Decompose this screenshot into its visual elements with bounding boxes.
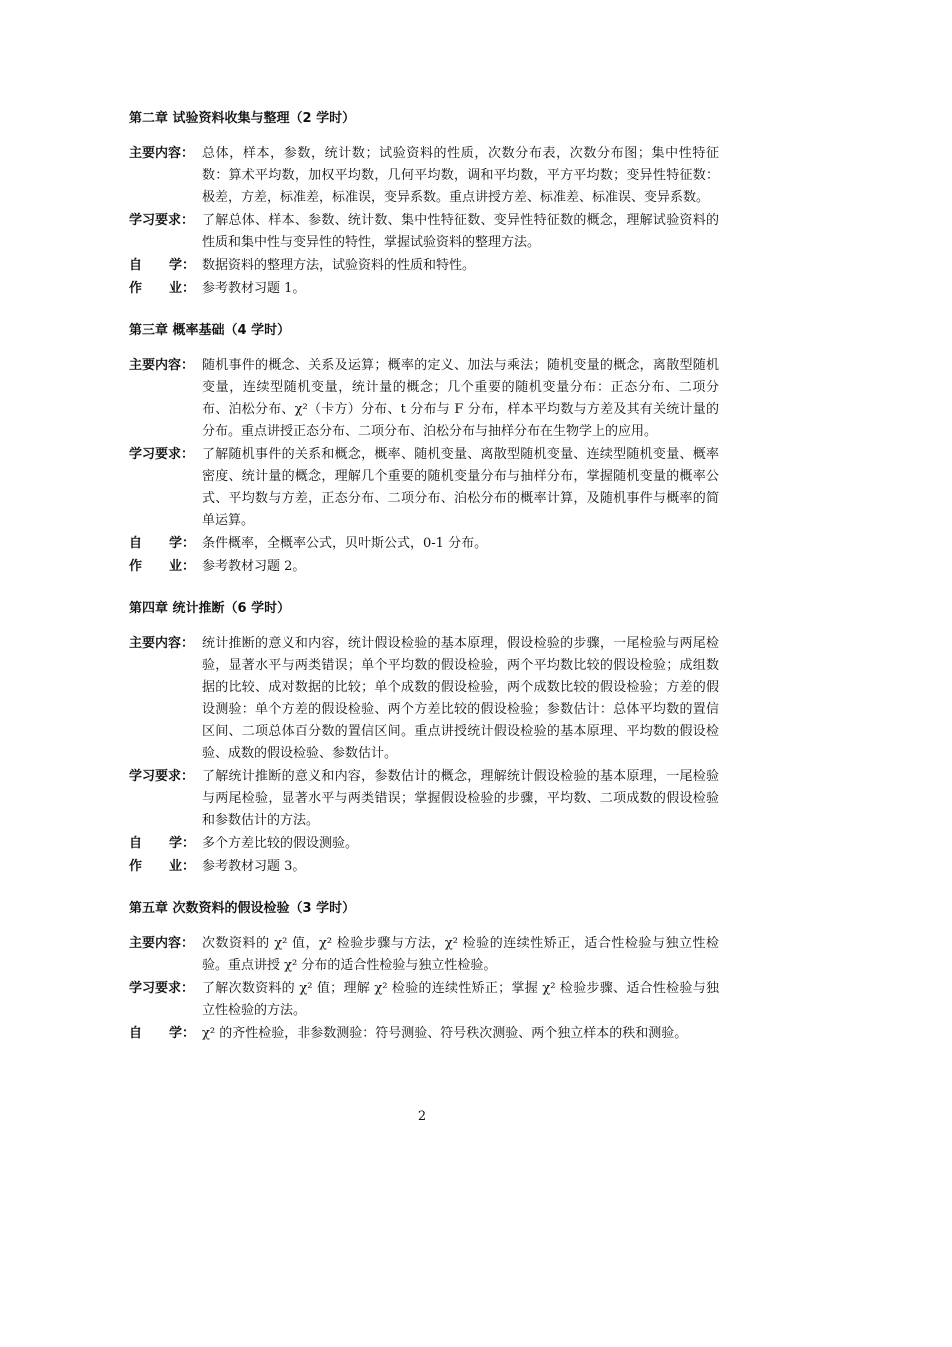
- label-part: 作: [129, 559, 143, 574]
- item-label: [129, 856, 195, 878]
- item-text: 次数资料的 χ² 值，χ² 检验步骤与方法，χ² 检验的连续性矫正，适合性检验与独立性检验。重点讲授 χ² 分布的适合性检验与独立性检验。: [202, 936, 719, 973]
- item-label: [129, 255, 195, 277]
- label-part: 自: [129, 536, 143, 551]
- label-part: 学：: [168, 836, 195, 851]
- chapter-3: [129, 320, 719, 578]
- label-part: 学：: [168, 258, 195, 273]
- homework-item: [129, 856, 719, 878]
- self-study-item: [129, 533, 719, 555]
- item-text: χ² 的齐性检验，非参数测验：符号测验、符号秩次测验、两个独立样本的秩和测验。: [202, 1026, 688, 1041]
- main-content-item: [129, 633, 719, 765]
- item-text: 随机事件的概念、关系及运算；概率的定义、加法与乘法；随机变量的概念，离散型随机变量，连续型随机变量，统计量的概念；几个重要的随机变量分布：正态分布、二项分布、泊松分布、χ²（卡方）分布、t 分布与 F 分布，样本平均数与方差及其有关统计量的分布。重点讲授正态分布、二项分布、泊松分布与抽样分布在生物学上的应用。: [202, 358, 719, 439]
- item-text: 数据资料的整理方法，试验资料的性质和特性。: [202, 258, 476, 273]
- label-part: 学：: [168, 1026, 195, 1041]
- page-number: 2: [417, 1109, 427, 1124]
- item-text: 了解统计推断的意义和内容，参数估计的概念，理解统计假设检验的基本原理，一尾检验与两尾检验，显著水平与两类错误；掌握假设检验的步骤，平均数、二项成数的假设检验和参数估计的方法。: [202, 769, 719, 828]
- self-study-item: [129, 833, 719, 855]
- self-study-item: [129, 255, 719, 277]
- label-part: 业：: [168, 859, 195, 874]
- homework-item: [129, 278, 719, 300]
- label-part: 业：: [168, 281, 195, 296]
- requirements-item: [129, 978, 719, 1022]
- item-label: [129, 556, 195, 578]
- chapter-title: 第四章 统计推断（6 学时）: [129, 601, 291, 616]
- item-label: 学习要求：: [129, 447, 195, 462]
- chapter-4: [129, 598, 719, 878]
- syllabus-content: [129, 108, 719, 1065]
- item-text: 参考教材习题 2。: [202, 559, 306, 574]
- self-study-item: [129, 1023, 719, 1045]
- requirements-item: [129, 210, 719, 254]
- label-part: 自: [129, 258, 143, 273]
- item-text: 了解随机事件的关系和概念，概率、随机变量、离散型随机变量、连续型随机变量、概率密度、统计量的概念，理解几个重要的随机变量分布与抽样分布，掌握随机变量的概率公式、平均数与方差，正态分布、二项分布、泊松分布的概率计算，及随机事件与概率的简单运算。: [202, 447, 719, 528]
- item-label: 主要内容：: [129, 358, 195, 373]
- item-label: 主要内容：: [129, 636, 195, 651]
- label-part: 自: [129, 1026, 143, 1041]
- requirements-item: [129, 766, 719, 832]
- item-label: [129, 278, 195, 300]
- requirements-item: [129, 444, 719, 532]
- item-text: 了解次数资料的 χ² 值；理解 χ² 检验的连续性矫正；掌握 χ² 检验步骤、适合性检验与独立性检验的方法。: [202, 981, 719, 1018]
- label-part: 业：: [168, 559, 195, 574]
- homework-item: [129, 556, 719, 578]
- chapter-title: 第五章 次数资料的假设检验（3 学时）: [129, 901, 356, 916]
- item-text: 参考教材习题 3。: [202, 859, 306, 874]
- label-part: 作: [129, 281, 143, 296]
- item-label: 主要内容：: [129, 146, 195, 161]
- item-label: [129, 533, 195, 555]
- item-text: 统计推断的意义和内容，统计假设检验的基本原理，假设检验的步骤，一尾检验与两尾检验，显著水平与两类错误；单个平均数的假设检验，两个平均数比较的假设检验；成组数据的比较、成对数据的比较；单个成数的假设检验，两个成数比较的假设检验；方差的假设测验：单个方差的假设检验、两个方差比较的假设检验；参数估计：总体平均数的置信区间、二项总体百分数的置信区间。重点讲授统计假设检验的基本原理、平均数的假设检验、成数的假设检验、参数估计。: [202, 636, 719, 761]
- main-content-item: [129, 355, 719, 443]
- item-text: 条件概率，全概率公式，贝叶斯公式，0-1 分布。: [202, 536, 488, 551]
- main-content-item: [129, 933, 719, 977]
- item-label: 学习要求：: [129, 769, 195, 784]
- item-label: [129, 833, 195, 855]
- label-part: 自: [129, 836, 143, 851]
- item-label: [129, 1023, 195, 1045]
- item-label: 主要内容：: [129, 936, 195, 951]
- label-part: 作: [129, 859, 143, 874]
- chapter-5: [129, 898, 719, 1045]
- main-content-item: [129, 143, 719, 209]
- chapter-2: [129, 108, 719, 300]
- item-text: 总体，样本，参数，统计数；试验资料的性质，次数分布表，次数分布图；集中性特征数：算术平均数，加权平均数，几何平均数，调和平均数，平方平均数；变异性特征数：极差，方差，标准差，标准误，变异系数。重点讲授方差、标准差、标准误、变异系数。: [202, 146, 719, 205]
- label-part: 学：: [168, 536, 195, 551]
- item-text: 多个方差比较的假设测验。: [202, 836, 359, 851]
- chapter-title: 第二章 试验资料收集与整理（2 学时）: [129, 111, 356, 126]
- item-text: 参考教材习题 1。: [202, 281, 306, 296]
- item-text: 了解总体、样本、参数、统计数、集中性特征数、变异性特征数的概念，理解试验资料的性质和集中性与变异性的特性，掌握试验资料的整理方法。: [202, 213, 719, 250]
- chapter-title: 第三章 概率基础（4 学时）: [129, 323, 291, 338]
- item-label: 学习要求：: [129, 981, 195, 996]
- item-label: 学习要求：: [129, 213, 195, 228]
